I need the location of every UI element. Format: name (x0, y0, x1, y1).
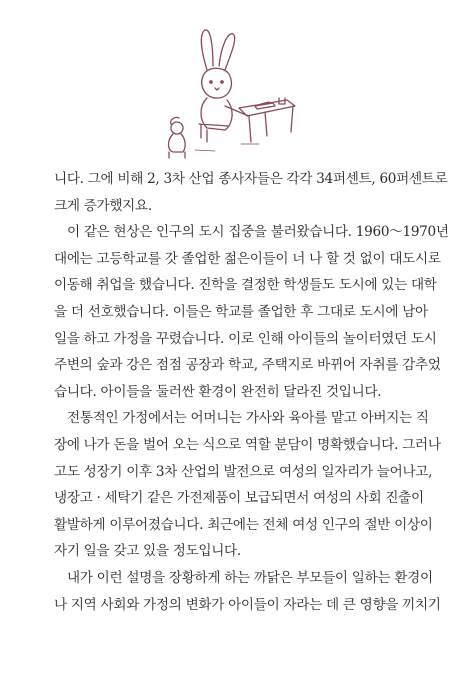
text-line: 을 더 선호했습니다. 이들은 학교를 졸업한 후 그대로 도시에 남아 (54, 303, 428, 320)
text-line: 니다. 그에 비해 2, 3차 산업 종사자들은 각각 34퍼센트, 60퍼센트로 (54, 171, 448, 187)
text-line: 나 지역 사회와 가정의 변화가 아이들이 자라는 데 큰 영향을 끼치기 (54, 596, 441, 613)
text-line: 고도 성장기 이후 3차 산업의 발전으로 여성의 일자리가 늘어나고, (54, 463, 433, 480)
text-line: 장에 나가 돈을 벌어 오는 식으로 역할 분담이 명확했습니다. 그러나 (54, 436, 441, 453)
text-line: 주변의 숲과 강은 점점 공장과 학교, 주택지로 바뀌어 자취를 감추었 (54, 357, 441, 374)
text-line: 일을 하고 가정을 꾸렸습니다. 이로 인해 아이들의 놀이터였던 도시 (54, 330, 437, 347)
paragraph-first-line: 이 같은 현상은 인구의 도시 집중을 불러왔습니다. 1960～1970년 (67, 224, 449, 241)
paragraph-first-line: 전통적인 가정에서는 어머니는 가사와 육아를 맡고 아버지는 직 (67, 410, 429, 427)
text-line: 활발하게 이루어졌습니다. 최근에는 전체 여성 인구의 절반 이상이 (54, 516, 433, 533)
text-line: 대에는 고등학교를 갓 졸업한 젊은이들이 너 나 할 것 없이 대도시로 (54, 250, 441, 267)
text-line: 냉장고 · 세탁기 같은 가전제품이 보급되면서 여성의 사회 진출이 (54, 490, 424, 507)
body-text (54, 166, 449, 618)
text-line: 자기 일을 갖고 있을 정도입니다. (54, 543, 241, 560)
text-line: 크게 증가했지요. (54, 197, 152, 214)
paragraph-first-line: 내가 이런 설명을 장황하게 하는 까닭은 부모들이 일하는 환경이 (67, 569, 433, 586)
rabbit-writing-at-table-with-doll-illustration (155, 20, 305, 160)
text-line: 이동해 취업을 했습니다. 진학을 결정한 학생들도 도시에 있는 대학 (54, 277, 437, 294)
text-line: 습니다. 아이들을 둘러싼 환경이 완전히 달라진 것입니다. (54, 383, 382, 400)
